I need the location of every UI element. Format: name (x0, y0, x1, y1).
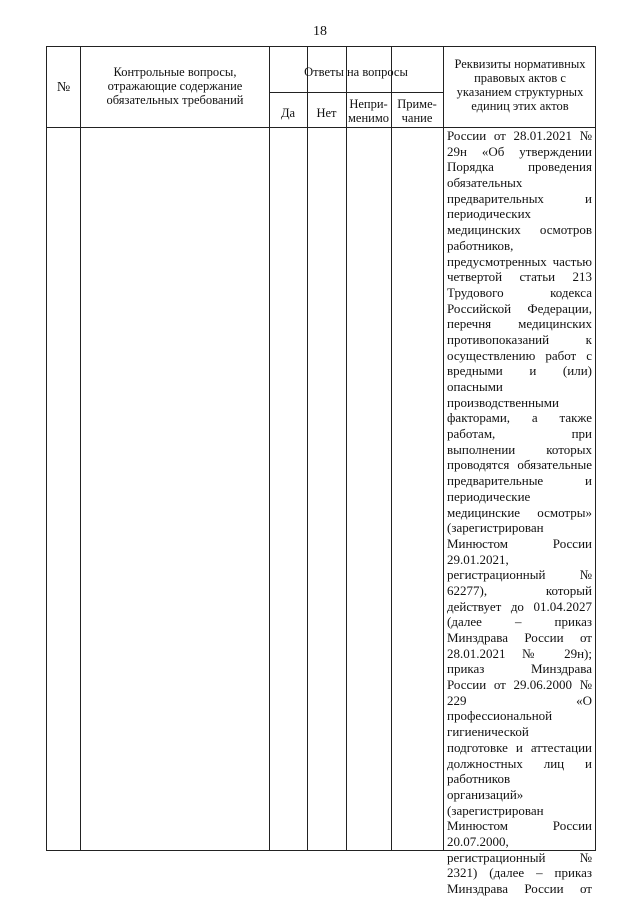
col-border-na (391, 47, 392, 850)
reference-line: регистрационный № (447, 849, 592, 865)
reference-line: опасными (447, 379, 503, 394)
reference-line: России от 28.01.2021 № (447, 128, 592, 143)
header-number: № (56, 80, 71, 95)
reference-line: работников (447, 771, 511, 787)
col-border-no (346, 47, 347, 850)
reference-line: должностных лиц и (447, 755, 592, 771)
reference-line: работам, при (447, 426, 592, 442)
reference-line: 2321) (далее – приказ (447, 865, 592, 881)
reference-line: осуществлению работ с (447, 347, 592, 363)
reference-line: приказ Минздрава (447, 661, 592, 677)
header-answer-na-line2: менимо (348, 111, 389, 125)
reference-line: противопоказаний к (447, 331, 592, 347)
reference-line: 62277), который (447, 582, 592, 598)
header-answer-note-line2: чание (401, 111, 433, 125)
reference-line: 29н «Об утверждении (447, 143, 592, 159)
reference-line: обязательных (447, 175, 523, 191)
reference-line: предусмотренных частью (447, 253, 592, 269)
answers-subheader-border (269, 92, 443, 93)
reference-line: Российской Федерации, (447, 300, 592, 316)
reference-line: проводятся обязательные (447, 457, 592, 473)
col-border-number (80, 47, 81, 850)
reference-line: периодических (447, 206, 532, 222)
reference-line: четвертой статьи 213 (447, 269, 592, 285)
header-references: Реквизиты нормативных правовых актов с указанием структурных единиц этих актов (454, 57, 586, 113)
reference-line: 29.01.2021, (447, 551, 509, 567)
reference-line: 20.07.2000, (447, 833, 509, 849)
header-answer-na (346, 97, 391, 125)
references-cell-text (447, 128, 592, 897)
header-answer-note (391, 97, 443, 125)
header-answers-group: Ответы на вопросы (304, 65, 408, 79)
reference-line: медицинские осмотры» (447, 504, 592, 520)
requirements-table (46, 46, 596, 896)
reference-line: периодические (447, 488, 531, 504)
reference-line: медицинских осмотров (447, 222, 592, 238)
page-number: 18 (313, 24, 327, 39)
reference-line: 229 «О (447, 692, 592, 708)
header-answer-note-line1: Приме- (397, 97, 437, 111)
col-border-yes (307, 47, 308, 850)
reference-line: регистрационный № (447, 567, 592, 583)
reference-line: Минздрава России от (447, 630, 592, 645)
reference-line: Трудового кодекса (447, 284, 592, 300)
reference-line: Минюстом России (447, 818, 592, 834)
header-questions: Контрольные вопросы, отражающие содержание обязательных требований (106, 65, 244, 107)
reference-line: производственными (447, 394, 559, 410)
reference-line: России от 29.06.2000 № (447, 677, 592, 693)
reference-line: 28.01.2021 № 29н); (447, 645, 592, 661)
reference-line: гигиенической (447, 724, 529, 740)
reference-line: подготовке и аттестации (447, 739, 592, 755)
col-border-questions (269, 47, 270, 850)
reference-line: выполнении которых (447, 441, 592, 457)
reference-line: предварительные и (447, 473, 592, 489)
reference-line: вредными и (или) (447, 363, 592, 379)
reference-line: (зарегистрирован (447, 802, 544, 818)
reference-line: (далее – приказ (447, 614, 592, 630)
header-answer-yes: Да (280, 106, 296, 120)
reference-line: Минюстом России (447, 535, 592, 551)
reference-line: перечня медицинских (447, 316, 592, 332)
col-border-note (443, 47, 444, 850)
header-answer-na-line1: Непри- (349, 97, 388, 111)
reference-line: (зарегистрирован (447, 520, 544, 536)
header-answer-no: Нет (316, 106, 337, 120)
reference-line: профессиональной (447, 708, 553, 724)
reference-line: Порядка проведения (447, 159, 592, 175)
reference-line: факторами, а также (447, 410, 592, 426)
reference-line: действует до 01.04.2027 (447, 598, 592, 614)
reference-line: предварительных и (447, 190, 592, 206)
reference-line: организаций» (447, 786, 524, 802)
reference-line: работников, (447, 237, 514, 253)
reference-line: Минздрава России от (447, 881, 592, 896)
